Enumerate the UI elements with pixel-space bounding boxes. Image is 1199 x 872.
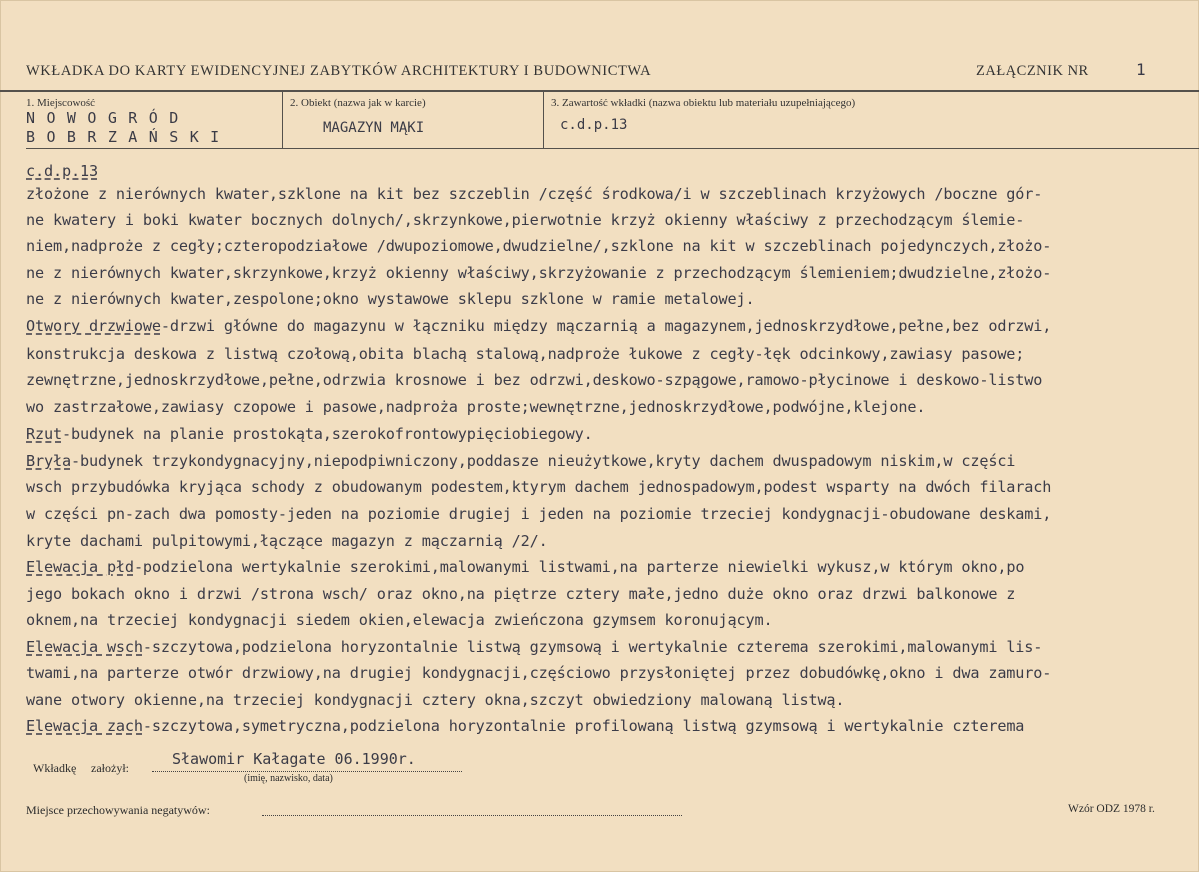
section-heading: Bryła xyxy=(26,452,71,470)
body-line xyxy=(26,585,1015,603)
card-title: WKŁADKA DO KARTY EWIDENCYJNEJ ZABYTKÓW ARCHITEKTURY I BUDOWNICTWA xyxy=(26,63,652,79)
founder-label-2: założył: xyxy=(91,761,129,775)
body-line xyxy=(26,345,1024,363)
body-line-text: jego bokach okno i drzwi /strona wsch/ oraz okno,na piętrze cztery małe,jedno duże okno oraz drzwi balkonowe z xyxy=(26,585,1016,603)
body-line xyxy=(26,664,1051,682)
section-heading: Rzut xyxy=(26,425,62,443)
body-line xyxy=(26,452,1015,470)
body-line-text: ne z nierównych kwater,zespolone;okno wystawowe sklepu szklone w ramie metalowej. xyxy=(26,290,755,308)
body-line-text: -szczytowa,symetryczna,podzielona horyzontalnie profilowaną listwą gzymsową i wertykalnie czterema xyxy=(142,717,1025,735)
body-line-text: zewnętrzne,jednoskrzydłowe,pełne,odrzwia krosnowe i bez odrzwi,deskowo-szpągowe,ramowo-płycinowe i deskowo-listwo xyxy=(26,371,1043,389)
body-line-text: -budynek na planie prostokąta,szerokofrontowypięciobiegowy. xyxy=(61,425,593,443)
section-heading: c.d.p.13 xyxy=(26,162,98,180)
section-heading: Otwory drzwiowe xyxy=(26,317,161,335)
content-label: 3. Zawartość wkładki (nazwa obiektu lub materiału uzupełniającego) xyxy=(551,97,856,109)
body-line-text: kryte dachami pulpitowymi,łączące magazyn z mączarnią /2/. xyxy=(26,532,548,550)
body-line-text: ne z nierównych kwater,skrzynkowe,krzyż okienny właściwy,skrzyżowanie z przechodzącym ślemieniem;dwudzielne,złożo- xyxy=(26,264,1052,282)
body-line-text: wane otwory okienne,na trzeciej kondygnacji cztery okna,szczyt obwiedziony malowaną listwą. xyxy=(26,691,845,709)
body-line-text: -podzielona wertykalnie szerokimi,malowanymi listwami,na parterze niewielki wykusz,w którym okno,po xyxy=(133,558,1025,576)
body-line xyxy=(26,398,925,416)
body-line xyxy=(26,264,1051,282)
form-label: Wzór ODZ 1978 r. xyxy=(1068,803,1155,815)
body-line xyxy=(26,371,1042,389)
body-line xyxy=(26,532,548,550)
body-line-text: -budynek trzykondygnacyjny,niepodpiwniczony,poddasze nieużytkowe,kryty dachem dwuspadowym niskim,w części xyxy=(70,452,1016,470)
field-divider-2 xyxy=(543,92,544,148)
body-line-text: konstrukcja deskowa z listwą czołową,obita blachą stalową,nadproże łukowe z cegły-łęk odcinkowy,zawiasy pasowe; xyxy=(26,345,1025,363)
negatives-dotted-line xyxy=(262,815,682,816)
body-line xyxy=(26,505,1051,523)
body-line xyxy=(26,162,98,180)
attachment-label: ZAŁĄCZNIK NR xyxy=(976,63,1089,79)
content-value: c.d.p.13 xyxy=(560,117,628,133)
object-label: 2. Obiekt (nazwa jak w karcie) xyxy=(290,97,426,109)
body-line xyxy=(26,211,1024,229)
body-line xyxy=(26,611,772,629)
section-heading: Elewacja zach xyxy=(26,717,143,735)
body-line xyxy=(26,717,1024,735)
body-line xyxy=(26,185,1042,203)
body-line xyxy=(26,317,1051,335)
section-heading: Elewacja wsch xyxy=(26,638,143,656)
body-line-text: -szczytowa,podzielona horyzontalnie listwą gzymsową i wertykalnie czterema szerokimi,malowanymi lis- xyxy=(142,638,1043,656)
locality-label: 1. Miejscowość xyxy=(26,97,96,109)
body-line-text: -drzwi główne do magazynu w łączniku między mączarnią a magazynem,jednoskrzydłowe,pełne,bez odrzwi, xyxy=(160,317,1052,335)
body-line xyxy=(26,638,1042,656)
body-line-text: niem,nadproże z cegły;czteropodziałowe /dwupoziomowe,dwudzielne/,szklone na kit w szczeblinach pojedynczych,złożo- xyxy=(26,237,1052,255)
body-line-text: wsch przybudówka kryjąca schody z obudowanym podestem,ktyrym dachem jednospadowym,podest wsparty na dwóch filarach xyxy=(26,478,1052,496)
header-bottom-rule xyxy=(26,148,1199,149)
attachment-number: 1 xyxy=(1136,60,1146,79)
locality-value-line-1: N O W O G R Ó D xyxy=(26,109,180,127)
section-heading: Elewacja płd xyxy=(26,558,134,576)
body-line xyxy=(26,691,844,709)
body-line xyxy=(26,237,1051,255)
founder-label-1: Wkładkę xyxy=(33,761,77,775)
founder-dotted-line xyxy=(152,771,462,772)
body-line-text: ne kwatery i boki kwater bocznych dolnych/,skrzynkowe,pierwotnie krzyż okienny właściwy z przechodzącym ślemie- xyxy=(26,211,1025,229)
card-header xyxy=(26,60,1176,83)
header-top-rule xyxy=(0,90,1199,92)
object-value: MAGAZYN MĄKI xyxy=(323,120,425,136)
locality-value-line-2: B O B R Z A Ń S K I xyxy=(26,128,221,146)
body-line xyxy=(26,558,1024,576)
founder-hint: (imię, nazwisko, data) xyxy=(244,773,333,784)
body-line xyxy=(26,290,755,308)
body-line xyxy=(26,478,1051,496)
body-line-text: twami,na parterze otwór drzwiowy,na drugiej kondygnacji,częściowo przysłoniętej przez dobudówkę,okno i dwa zamuro- xyxy=(26,664,1052,682)
body-line-text: oknem,na trzeciej kondygnacji siedem okien,elewacja zwieńczona gzymsem koronującym. xyxy=(26,611,773,629)
body-line xyxy=(26,425,593,443)
negatives-label: Miejsce przechowywania negatywów: xyxy=(26,803,210,817)
body-line-text: w części pn-zach dwa pomosty-jeden na poziomie drugiej i jeden na poziomie trzeciej kondygnacji-obudowane deskami, xyxy=(26,505,1052,523)
body-line-text: wo zastrzałowe,zawiasy czopowe i pasowe,nadproża proste;wewnętrzne,jednoskrzydłowe,podwójne,klejone. xyxy=(26,398,926,416)
founder-value: Sławomir Kałagate 06.1990r. xyxy=(172,750,416,768)
field-divider-1 xyxy=(282,92,283,148)
body-line-text: złożone z nierównych kwater,szklone na kit bez szczeblin /część środkowa/i w szczeblinach krzyżowych /boczne gór- xyxy=(26,185,1043,203)
